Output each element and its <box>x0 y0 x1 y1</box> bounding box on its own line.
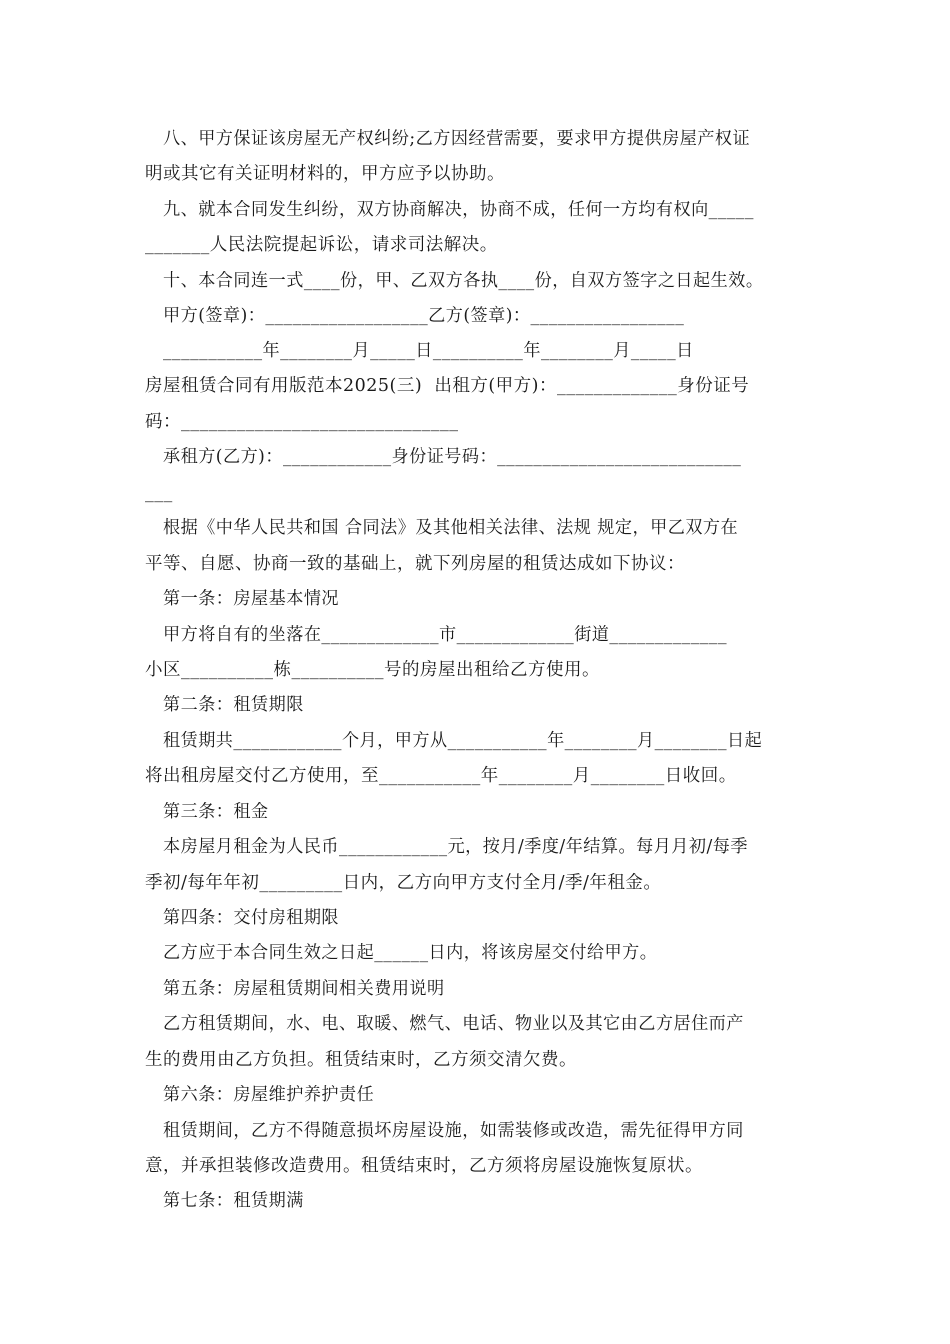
article-4-line-1: 乙方应于本合同生效之日起______日内，将该房屋交付给甲方。 <box>163 943 658 963</box>
article-6-line-1: 租赁期间，乙方不得随意损坏房屋设施，如需装修或改造，需先征得甲方同 <box>163 1121 744 1141</box>
contract-title-lessor: 房屋租赁合同有用版范本2025(三) 出租方(甲方)：_____________身份证号 <box>145 376 750 396</box>
clause-8-line-2: 明或其它有关证明材料的，甲方应予以协助。 <box>145 164 505 184</box>
article-5-heading: 第五条：房屋租赁期间相关费用说明 <box>163 979 445 999</box>
signature-line: 甲方(签章)：__________________乙方(签章)：_________________ <box>163 306 685 326</box>
clause-10: 十、本合同连一式____份，甲、乙双方各执____份，自双方签字之日起生效。 <box>163 271 764 291</box>
article-3-line-1: 本房屋月租金为人民币____________元，按月/季度/年结算。每月月初/每季 <box>163 837 748 857</box>
clause-9-line-1: 九、就本合同发生纠纷，双方协商解决，协商不成，任何一方均有权向_____ <box>163 200 754 220</box>
preamble-line-2: 平等、自愿、协商一致的基础上，就下列房屋的租赁达成如下协议： <box>145 554 685 574</box>
clause-9-line-2: _______人民法院提起诉讼，请求司法解决。 <box>145 235 498 255</box>
preamble-line-1: 根据《中华人民共和国 合同法》及其他相关法律、法规 规定，甲乙双方在 <box>163 518 739 538</box>
article-7-heading: 第七条：租赁期满 <box>163 1191 304 1211</box>
article-1-line-2: 小区__________栋__________号的房屋出租给乙方使用。 <box>145 660 600 680</box>
article-2-line-1: 租赁期共____________个月，甲方从___________年________月________日起 <box>163 731 763 751</box>
article-1-heading: 第一条：房屋基本情况 <box>163 589 340 609</box>
article-1-line-1: 甲方将自有的坐落在_____________市_____________街道_____________ <box>163 625 728 645</box>
article-3-line-2: 季初/每年年初_________日内，乙方向甲方支付全月/季/年租金。 <box>145 873 662 893</box>
article-6-heading: 第六条：房屋维护养护责任 <box>163 1085 375 1105</box>
lessor-id-line: 码：______________________________ <box>145 412 459 432</box>
clause-8-line-1: 八、甲方保证该房屋无产权纠纷;乙方因经营需要，要求甲方提供房屋产权证 <box>163 129 751 149</box>
article-5-line-2: 生的费用由乙方负担。租赁结束时，乙方须交清欠费。 <box>145 1050 577 1070</box>
article-2-heading: 第二条：租赁期限 <box>163 695 304 715</box>
lessee-line: 承租方(乙方)：____________身份证号码：___________________________ <box>163 447 742 467</box>
article-3-heading: 第三条：租金 <box>163 802 269 822</box>
article-6-line-2: 意，并承担装修改造费用。租赁结束时，乙方须将房屋设施恢复原状。 <box>145 1156 703 1176</box>
lessee-line-continued: ___ <box>145 483 173 503</box>
article-5-line-1: 乙方租赁期间，水、电、取暖、燃气、电话、物业以及其它由乙方居住而产 <box>163 1014 744 1034</box>
article-2-line-2: 将出租房屋交付乙方使用，至___________年________月________日收回。 <box>145 766 737 786</box>
article-4-heading: 第四条：交付房租期限 <box>163 908 340 928</box>
date-line: ___________年________月_____日__________年________月_____日 <box>163 341 694 361</box>
